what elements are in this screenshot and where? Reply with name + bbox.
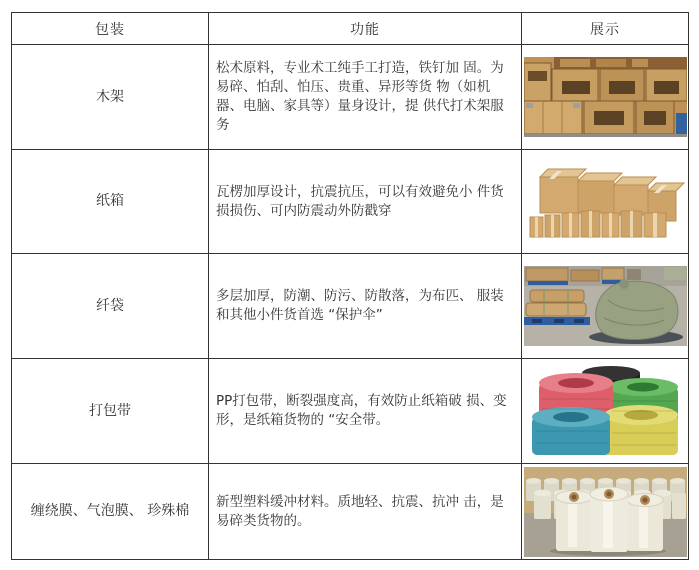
table-row-fiber-bag: [12, 254, 689, 359]
photo-cell: [522, 45, 689, 150]
function-text: 多层加厚，防潮、防污、防散落，为布匹、 服装和其他小件货首选 “保护伞”: [209, 254, 522, 359]
table-row-cushion-film: [12, 464, 689, 560]
header-display: 展示: [522, 13, 689, 45]
packaging-name: 打包带: [12, 359, 209, 464]
photo-cell: [522, 464, 689, 560]
packaging-table: [11, 12, 689, 560]
table-header-row: [12, 13, 689, 45]
packaging-name: 缠绕膜、气泡膜、 珍殊棉: [12, 464, 209, 560]
table-row-wooden-frame: [12, 45, 689, 150]
header-packaging: 包装: [12, 13, 209, 45]
photo-cell: [522, 254, 689, 359]
photo-cell: [522, 150, 689, 254]
function-text: PP打包带，断裂强度高，有效防止纸箱破 损、变形，是纸箱货物的 “安全带。: [209, 359, 522, 464]
cardboard-boxes-photo: [524, 157, 687, 247]
function-text: 新型塑料缓冲材料。质地轻、抗震、抗冲 击，是易碎类货物的。: [209, 464, 522, 560]
stretch-film-rolls-photo: [524, 467, 687, 557]
pp-strap-coils-photo: [524, 365, 687, 458]
table-row-carton: [12, 150, 689, 254]
header-function: 功能: [209, 13, 522, 45]
packaging-name: 纸箱: [12, 150, 209, 254]
function-text: 瓦楞加厚设计，抗震抗压，可以有效避免小 件货损损伤、可内防震动外防戳穿: [209, 150, 522, 254]
photo-cell: [522, 359, 689, 464]
packaging-name: 木架: [12, 45, 209, 150]
function-text: 松术原料，专业术工纯手工打造，铁钉加 固。为易碎、怕刮、怕压、贵重、异形等货 物（如机器、电脑、家具等）量身设计，提 供代打术架服务: [209, 45, 522, 150]
packaging-name: 纤袋: [12, 254, 209, 359]
woven-fiber-bags-photo: [524, 266, 687, 346]
wooden-crates-photo: [524, 57, 687, 137]
table-row-packing-strap: [12, 359, 689, 464]
